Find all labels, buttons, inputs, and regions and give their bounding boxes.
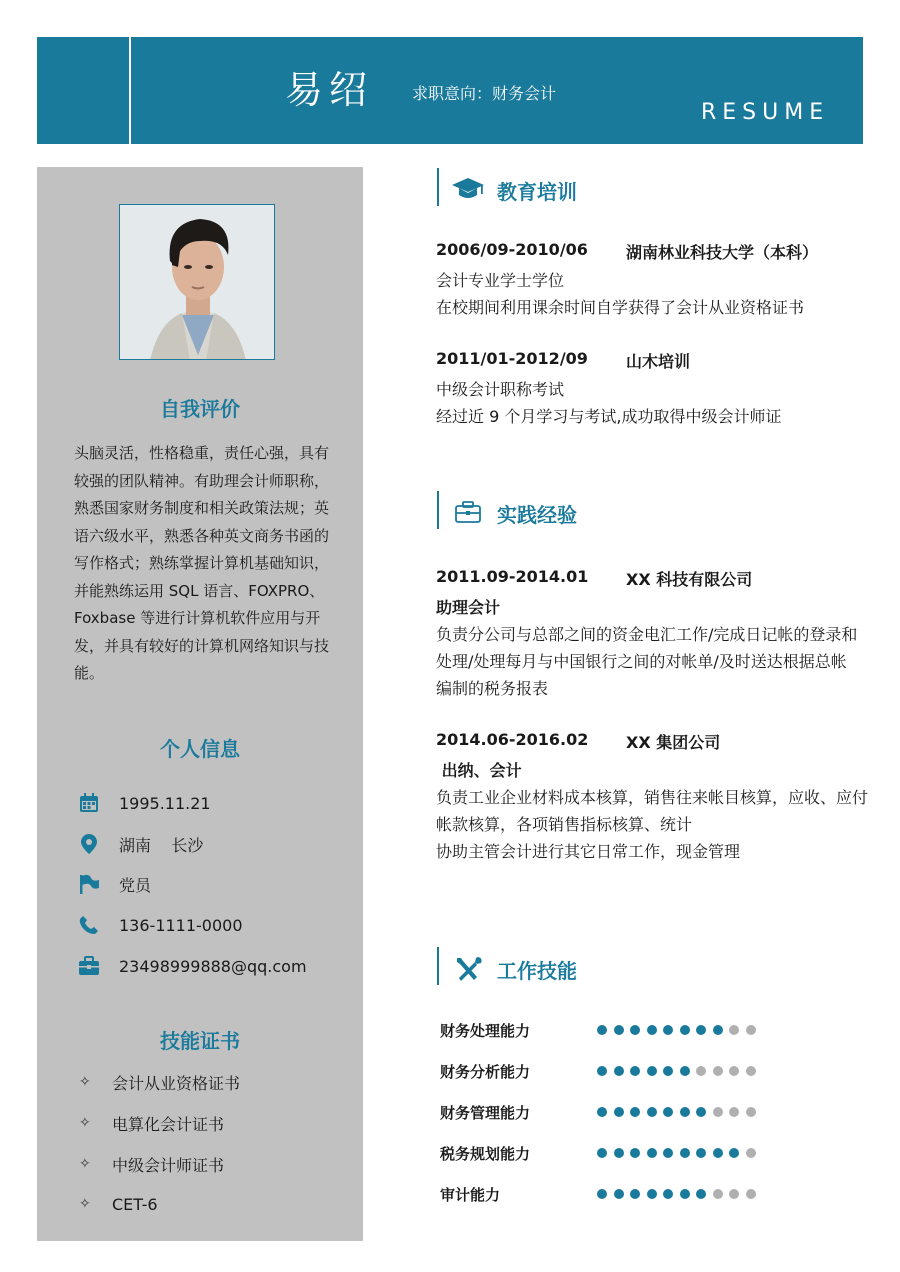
birthday-text: 1995.11.21 bbox=[119, 793, 211, 813]
certificate-label: 电算化会计证书 bbox=[112, 1114, 225, 1134]
education-org: 湖南林业科技大学（本科） bbox=[626, 243, 819, 262]
skill-row bbox=[440, 1184, 840, 1204]
education-date: 2011/01-2012/09 bbox=[436, 349, 588, 368]
rating-dot-filled bbox=[696, 1148, 706, 1158]
skill-rating bbox=[597, 1148, 762, 1158]
rating-dot-filled bbox=[713, 1025, 723, 1035]
rating-dot-filled bbox=[647, 1189, 657, 1199]
rating-dot-filled bbox=[630, 1107, 640, 1117]
skill-name: 财务管理能力 bbox=[440, 1104, 531, 1122]
rating-dot-filled bbox=[663, 1189, 673, 1199]
certificate-item bbox=[79, 1071, 240, 1093]
certificate-item bbox=[79, 1112, 224, 1134]
education-date: 2006/09-2010/06 bbox=[436, 240, 588, 259]
experience-detail: 编制的税务报表 bbox=[436, 679, 549, 698]
rating-dot-empty bbox=[746, 1148, 756, 1158]
experience-role: 助理会计 bbox=[436, 598, 501, 617]
calendar-icon bbox=[77, 791, 101, 815]
rating-dot-filled bbox=[696, 1107, 706, 1117]
skill-row bbox=[440, 1061, 840, 1081]
rating-dot-filled bbox=[614, 1107, 624, 1117]
certificate-item bbox=[79, 1153, 224, 1175]
education-detail: 在校期间利用课余时间自学获得了会计从业资格证书 bbox=[436, 298, 805, 317]
rating-dot-filled bbox=[729, 1148, 739, 1158]
rating-dot-filled bbox=[680, 1025, 690, 1035]
rating-dot-empty bbox=[729, 1189, 739, 1199]
skills-title: 工作技能 bbox=[497, 959, 577, 983]
experience-detail: 负责工业企业材料成本核算，销售往来帐目核算，应收、应付 bbox=[436, 788, 869, 807]
info-email bbox=[77, 954, 307, 978]
info-birthday bbox=[77, 791, 211, 815]
tools-icon bbox=[451, 955, 485, 981]
self-evaluation-text: 头脑灵活，性格稳重，责任心强，具有较强的团队精神。有助理会计师职称，熟悉国家财务制度和相关政策法规；英语六级水平，熟悉各种英文商务书函的写作格式；熟练掌握计算机基础知识，并能熟练运用 SQL 语言、FOXPRO、Foxbase 等进行计算机软件应用与开发，并具有较好的计算机网络知识与技能。 bbox=[74, 444, 330, 682]
rating-dot-filled bbox=[647, 1025, 657, 1035]
rating-dot-filled bbox=[680, 1189, 690, 1199]
rating-dot-empty bbox=[729, 1066, 739, 1076]
skill-rating bbox=[597, 1189, 762, 1199]
rating-dot-filled bbox=[614, 1025, 624, 1035]
experience-org: XX 集团公司 bbox=[626, 733, 721, 752]
phone-text: 136-1111-0000 bbox=[119, 915, 243, 935]
job-intent: 求职意向：财务会计 bbox=[412, 84, 557, 103]
rating-dot-filled bbox=[647, 1107, 657, 1117]
info-political bbox=[77, 872, 152, 896]
rating-dot-filled bbox=[696, 1025, 706, 1035]
rating-dot-filled bbox=[597, 1066, 607, 1076]
experience-detail: 处理/处理每月与中国银行之间的对帐单/及时送达根据总帐 bbox=[436, 652, 847, 671]
rating-dot-filled bbox=[663, 1066, 673, 1076]
rating-dot-filled bbox=[713, 1148, 723, 1158]
skill-rating bbox=[597, 1107, 762, 1117]
sidebar bbox=[37, 167, 363, 1241]
rating-dot-filled bbox=[597, 1189, 607, 1199]
rating-dot-filled bbox=[663, 1148, 673, 1158]
rating-dot-filled bbox=[680, 1107, 690, 1117]
rating-dot-filled bbox=[663, 1107, 673, 1117]
certificates-title: 技能证书 bbox=[160, 1029, 240, 1053]
header-banner bbox=[37, 37, 863, 144]
rating-dot-empty bbox=[696, 1066, 706, 1076]
rating-dot-filled bbox=[680, 1066, 690, 1076]
skill-row bbox=[440, 1143, 840, 1163]
experience-date: 2014.06-2016.02 bbox=[436, 730, 589, 749]
sparkle-icon: ✧ bbox=[79, 1115, 91, 1131]
education-detail: 经过近 9 个月学习与考试,成功取得中级会计师证 bbox=[436, 407, 782, 426]
political-text: 党员 bbox=[119, 875, 152, 895]
section-accent-bar bbox=[437, 947, 439, 985]
profile-photo bbox=[119, 204, 275, 360]
sparkle-icon: ✧ bbox=[79, 1196, 91, 1212]
skill-rating bbox=[597, 1066, 762, 1076]
self-evaluation-title: 自我评价 bbox=[160, 397, 240, 421]
briefcase-icon bbox=[451, 499, 485, 525]
rating-dot-filled bbox=[630, 1066, 640, 1076]
rating-dot-empty bbox=[713, 1189, 723, 1199]
rating-dot-filled bbox=[597, 1025, 607, 1035]
experience-detail: 协助主管会计进行其它日常工作，现金管理 bbox=[436, 842, 741, 861]
flag-icon bbox=[77, 872, 101, 896]
skill-row bbox=[440, 1020, 840, 1040]
rating-dot-filled bbox=[663, 1025, 673, 1035]
section-accent-bar bbox=[437, 491, 439, 529]
experience-org: XX 科技有限公司 bbox=[626, 570, 753, 589]
personal-info-title: 个人信息 bbox=[160, 737, 240, 761]
education-detail: 中级会计职称考试 bbox=[436, 380, 565, 399]
rating-dot-filled bbox=[630, 1189, 640, 1199]
certificate-label: CET-6 bbox=[112, 1194, 158, 1214]
skill-name: 财务分析能力 bbox=[440, 1063, 531, 1081]
rating-dot-filled bbox=[614, 1148, 624, 1158]
skill-rating bbox=[597, 1025, 762, 1035]
rating-dot-empty bbox=[729, 1107, 739, 1117]
rating-dot-filled bbox=[630, 1148, 640, 1158]
phone-icon bbox=[77, 913, 101, 937]
rating-dot-filled bbox=[614, 1189, 624, 1199]
rating-dot-filled bbox=[696, 1189, 706, 1199]
certificate-item bbox=[79, 1193, 158, 1215]
rating-dot-filled bbox=[647, 1148, 657, 1158]
education-org: 山木培训 bbox=[626, 352, 691, 371]
section-accent-bar bbox=[437, 168, 439, 206]
experience-detail: 帐款核算，各项销售指标核算、统计 bbox=[436, 815, 693, 834]
rating-dot-filled bbox=[680, 1148, 690, 1158]
graduation-cap-icon bbox=[451, 176, 485, 202]
rating-dot-filled bbox=[614, 1066, 624, 1076]
rating-dot-empty bbox=[746, 1189, 756, 1199]
skill-row bbox=[440, 1102, 840, 1122]
location-pin-icon bbox=[77, 832, 101, 856]
rating-dot-empty bbox=[746, 1066, 756, 1076]
experience-date: 2011.09-2014.01 bbox=[436, 567, 589, 586]
candidate-name: 易绍 bbox=[285, 68, 374, 112]
education-title: 教育培训 bbox=[497, 180, 577, 204]
certificate-label: 会计从业资格证书 bbox=[112, 1073, 241, 1093]
experience-role: 出纳、会计 bbox=[436, 761, 522, 780]
rating-dot-empty bbox=[713, 1107, 723, 1117]
skill-name: 税务规划能力 bbox=[440, 1145, 531, 1163]
education-detail: 会计专业学士学位 bbox=[436, 271, 565, 290]
location-text: 湖南 长沙 bbox=[119, 835, 204, 855]
skill-name: 财务处理能力 bbox=[440, 1022, 531, 1040]
info-location bbox=[77, 832, 204, 856]
email-text: 23498999888@qq.com bbox=[119, 956, 307, 976]
sparkle-icon: ✧ bbox=[79, 1074, 91, 1090]
header-divider bbox=[129, 37, 131, 144]
rating-dot-filled bbox=[630, 1025, 640, 1035]
rating-dot-filled bbox=[597, 1148, 607, 1158]
rating-dot-empty bbox=[746, 1107, 756, 1117]
rating-dot-empty bbox=[746, 1025, 756, 1035]
rating-dot-empty bbox=[729, 1025, 739, 1035]
resume-label: RESUME bbox=[701, 100, 830, 125]
skill-name: 审计能力 bbox=[440, 1186, 501, 1204]
experience-detail: 负责分公司与总部之间的资金电汇工作/完成日记帐的登录和 bbox=[436, 625, 858, 644]
certificate-label: 中级会计师证书 bbox=[112, 1155, 225, 1175]
rating-dot-empty bbox=[713, 1066, 723, 1076]
info-phone bbox=[77, 913, 243, 937]
rating-dot-filled bbox=[597, 1107, 607, 1117]
rating-dot-filled bbox=[647, 1066, 657, 1076]
sparkle-icon: ✧ bbox=[79, 1156, 91, 1172]
briefcase-icon bbox=[77, 954, 101, 978]
experience-title: 实践经验 bbox=[497, 503, 577, 527]
